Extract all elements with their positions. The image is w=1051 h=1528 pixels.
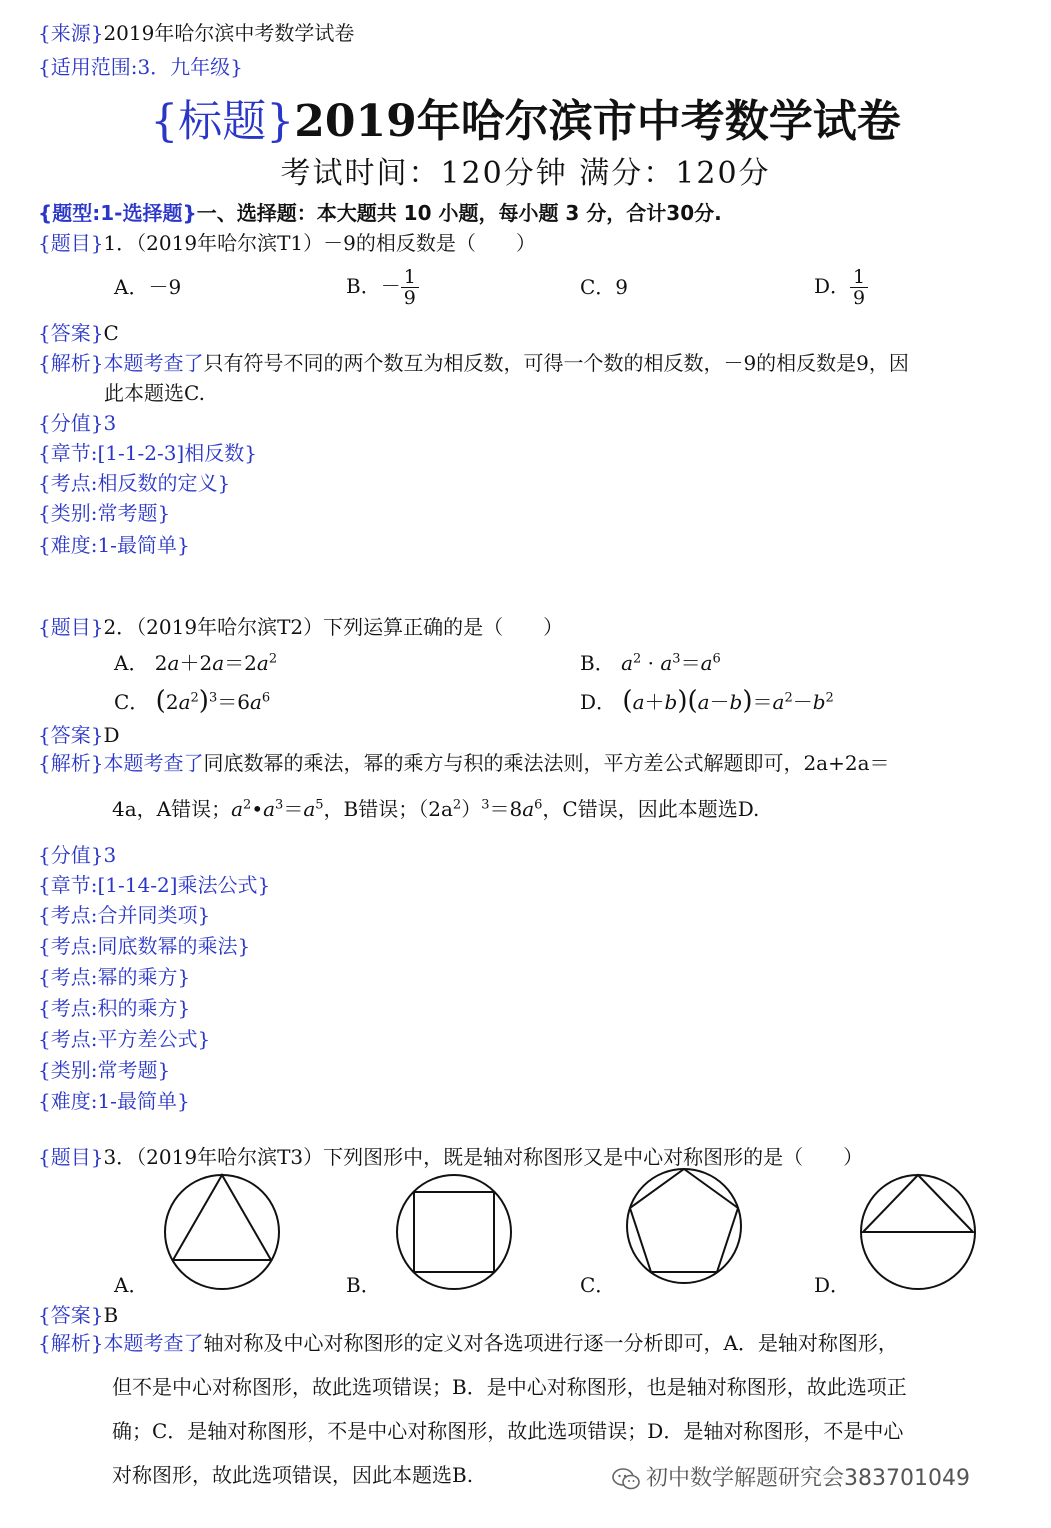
q3-analysis-lead: 本题考查了 [103, 1331, 204, 1355]
page-title [0, 92, 1051, 152]
q1-option-b-label: B． [346, 274, 381, 298]
q2-analysis-part-c: ，C错误，因此本题选D. [542, 797, 760, 821]
q2-point-1: {考点:合并同类项} [38, 903, 211, 927]
q1-option-b-sign: － [380, 274, 401, 298]
q1-stem: 1．（2019年哈尔滨T1）－9的相反数是（ ） [103, 231, 536, 255]
figure-d-circle-triangle-chord [858, 1172, 978, 1292]
q1-answer-tag: {答案} [38, 321, 104, 345]
title-text: 2019年哈尔滨市中考数学试卷 [294, 96, 901, 147]
q3-tag: {题目} [38, 1145, 104, 1169]
q2-score-line [38, 840, 116, 870]
q1-option-b-denominator: 9 [403, 287, 416, 309]
section-text: 一、选择题：本大题共 10 小题，每小题 3 分，合计30分. [196, 201, 722, 225]
q1-answer-line [38, 318, 119, 348]
q2-option-d: D． $(a+b)(a-b)=a^2-b^2$ [580, 686, 834, 716]
q3-analysis-tag: {解析} [38, 1331, 104, 1355]
q2-option-a-label: A． [114, 651, 149, 675]
q3-option-c: C． [580, 1273, 616, 1297]
source-line [38, 18, 354, 48]
exam-info: 考试时间：120分钟 满分：120分 [280, 156, 771, 191]
q2-answer-line [38, 720, 120, 750]
q1-score-line [38, 408, 116, 438]
q2-category: {类别:常考题} [38, 1058, 171, 1082]
q2-score: 3 [103, 843, 117, 867]
q2-analysis-part-a: 4a，A错误； [112, 797, 232, 821]
q1-point: {考点:相反数的定义} [38, 471, 231, 495]
q1-analysis-tag: {解析} [38, 351, 104, 375]
q3-stem: 3．（2019年哈尔滨T3）下列图形中，既是轴对称图形又是中心对称图形的是（ ） [103, 1145, 864, 1169]
q3-analysis-line1 [38, 1328, 898, 1358]
q3-answer-tag: {答案} [38, 1303, 104, 1327]
q1-option-c: C．9 [580, 275, 629, 299]
figure-a-circle-triangle [162, 1172, 282, 1292]
q2-answer: D [103, 723, 120, 747]
q3-analysis-line2: 但不是中心对称图形，故此选项错误；B．是中心对称图形，也是轴对称图形，故此选项正 [112, 1375, 907, 1399]
q1-tag: {题目} [38, 231, 104, 255]
q3-answer-line [38, 1300, 118, 1330]
q2-analysis-text1: 同底数幂的乘法，幂的乘方与积的乘法法则，平方差公式解题即可，2a+2a＝ [203, 751, 890, 775]
q2-stem-line [38, 612, 563, 642]
figure-c-circle-pentagon [624, 1166, 744, 1286]
q1-difficulty: {难度:1-最简单} [38, 533, 190, 557]
source-tag: {来源} [38, 21, 104, 45]
scope-line: {适用范围:3．九年级} [38, 55, 243, 79]
q1-option-d [814, 264, 868, 308]
q2-point-2: {考点:同底数幂的乘法} [38, 934, 251, 958]
q3-analysis-line3: 确；C．是轴对称图形，不是中心对称图形，故此选项错误；D．是轴对称图形，不是中心 [112, 1419, 904, 1443]
q2-option-b-label: B． [580, 651, 615, 675]
q2-analysis-line2: 4a，A错误；$a^2•a^3=a^5$，B错误；$(2a^2)^3=8a^6$，C错误，因此本题选D. [112, 797, 760, 821]
q3-option-a: A． [114, 1273, 149, 1297]
section-heading [38, 198, 722, 228]
q2-stem: 2．（2019年哈尔滨T2）下列运算正确的是（ ） [103, 615, 564, 639]
q2-point-4: {考点:积的乘方} [38, 996, 191, 1020]
q2-answer-tag: {答案} [38, 723, 104, 747]
q1-analysis-line1 [38, 348, 909, 378]
q2-analysis-line1 [38, 748, 890, 778]
source-text: 2019年哈尔滨中考数学试卷 [103, 21, 355, 45]
q1-option-d-denominator: 9 [853, 287, 866, 309]
q1-option-d-numerator: 1 [850, 267, 868, 288]
q3-analysis-text1: 轴对称及中心对称图形的定义对各选项进行逐一分析即可，A．是轴对称图形， [203, 1331, 898, 1355]
section-tag: {题型:1-选择题} [38, 201, 197, 225]
q2-analysis-lead: 本题考查了 [103, 751, 204, 775]
q2-analysis-part-b: ，B错误；（2a [323, 797, 453, 821]
title-tag: {标题} [150, 96, 295, 147]
q1-option-b-numerator: 1 [401, 267, 419, 288]
q2-option-c: C． $(2a^2)^3=6a^6$ [114, 686, 271, 716]
q2-score-tag: {分值} [38, 843, 104, 867]
watermark [612, 1462, 970, 1496]
q1-score-tag: {分值} [38, 411, 104, 435]
q2-option-b: B． $a^2 \cdot a^3=a^6$ [580, 651, 721, 675]
q2-point-5: {考点:平方差公式} [38, 1027, 211, 1051]
q1-option-d-label: D． [814, 274, 851, 298]
q1-score: 3 [103, 411, 117, 435]
q1-stem-line [38, 228, 536, 258]
q1-analysis-text1: 只有符号不同的两个数互为相反数，可得一个数的相反数，－9的相反数是9，因 [203, 351, 909, 375]
q3-option-d: D． [814, 1273, 851, 1297]
q3-option-b: B． [346, 1273, 381, 1297]
q2-option-c-label: C． [114, 690, 150, 714]
q1-option-b [346, 264, 419, 308]
q1-option-a: A．－9 [114, 275, 182, 299]
figure-b-circle-square [394, 1172, 514, 1292]
watermark-text: 初中数学解题研究会383701049 [646, 1466, 970, 1491]
q1-analysis-lead: 本题考查了 [103, 351, 204, 375]
q2-difficulty: {难度:1-最简单} [38, 1089, 190, 1113]
q1-option-d-fraction [850, 267, 868, 308]
q2-option-d-label: D． [580, 690, 617, 714]
q2-option-a: A． $2a+2a=2a^2$ [114, 651, 278, 675]
q1-chapter: {章节:[1-1-2-3]相反数} [38, 441, 257, 465]
q3-analysis-line4: 对称图形，故此选项错误，因此本题选B. [112, 1463, 474, 1487]
q1-category: {类别:常考题} [38, 501, 171, 525]
q1-answer: C [103, 321, 119, 345]
q2-point-3: {考点:幂的乘方} [38, 965, 191, 989]
q3-answer: B [103, 1303, 119, 1327]
wechat-icon [612, 1468, 640, 1490]
q2-tag: {题目} [38, 615, 104, 639]
q1-analysis-line2: 此本题选C. [104, 381, 205, 405]
q1-option-b-fraction [401, 267, 419, 308]
q2-chapter: {章节:[1-14-2]乘法公式} [38, 873, 271, 897]
q2-analysis-tag: {解析} [38, 751, 104, 775]
